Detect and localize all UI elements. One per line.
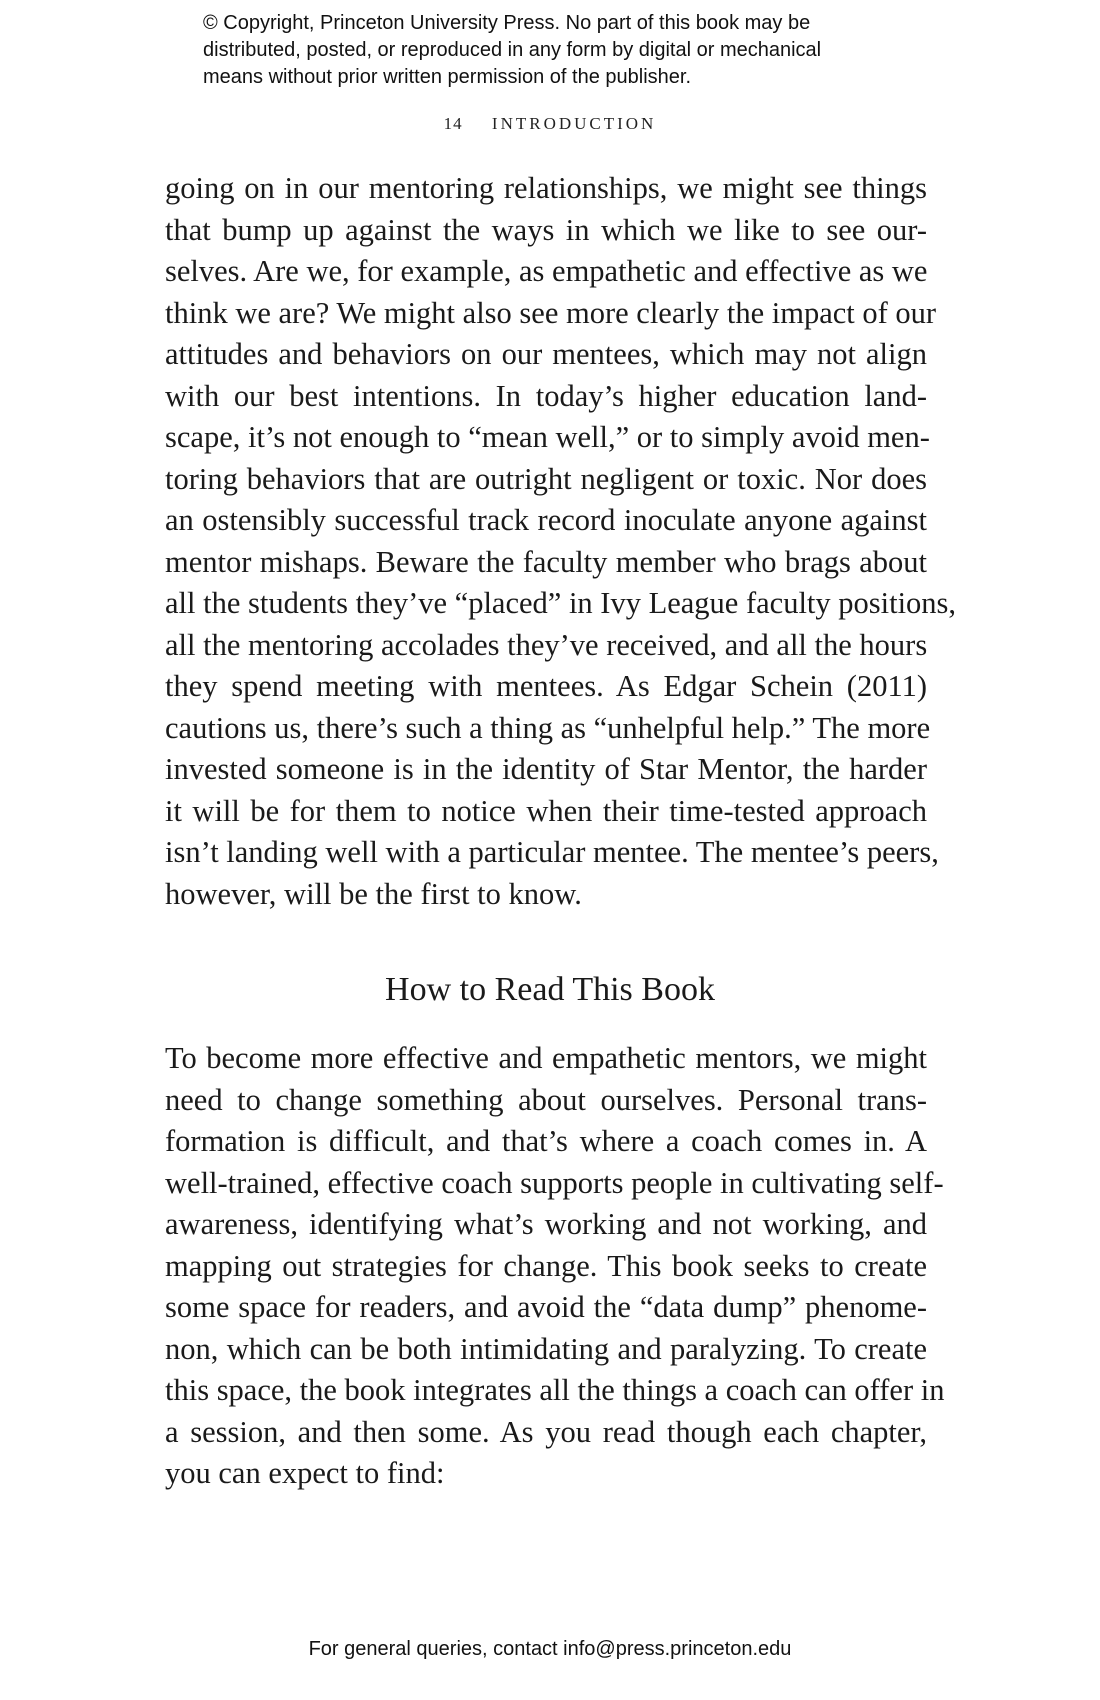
text-line: selves. Are we, for example, as empathetic and effective as we: [165, 254, 928, 288]
text-line: it will be for them to notice when their time-tested approach: [165, 793, 927, 828]
text-line: toring behaviors that are outright negligent or toxic. Nor does: [165, 461, 927, 496]
text-line: with our best intentions. In today’s higher education land-: [165, 378, 927, 413]
running-head-section: INTRODUCTION: [491, 114, 657, 133]
text-line: cautions us, there’s such a thing as “unhelpful help.” The more: [165, 710, 931, 745]
text-line: isn’t landing well with a particular mentee. The mentee’s peers,: [165, 835, 939, 869]
text-line: need to change something about ourselves. Personal trans-: [165, 1082, 927, 1117]
text-line: mapping out strategies for change. This book seeks to create: [165, 1248, 927, 1283]
body-paragraph: [165, 168, 957, 915]
text-line: you can expect to find:: [165, 1456, 445, 1490]
text-line: formation is difficult, and that’s where a coach comes in. A: [165, 1124, 927, 1158]
copyright-line: © Copyright, Princeton University Press. No part of this book may be: [203, 12, 811, 34]
copyright-line: distributed, posted, or reproduced in any form by digital or mechanical: [203, 39, 822, 61]
text-line: however, will be the first to know.: [165, 876, 582, 911]
text-line: attitudes and behaviors on our mentees, which may not align: [165, 337, 927, 371]
text-line: To become more effective and empathetic mentors, we might: [165, 1041, 927, 1075]
text-line: invested someone is in the identity of Star Mentor, the harder: [165, 752, 927, 786]
copyright-line: means without prior written permission of the publisher.: [203, 66, 692, 88]
text-line: all the students they’ve “placed” in Ivy League faculty positions,: [165, 586, 957, 620]
text-line: scape, it’s not enough to “mean well,” or to simply avoid men-: [165, 420, 930, 454]
page-number: 14: [443, 114, 463, 133]
body-paragraph: [165, 1038, 945, 1495]
text-line: awareness, identifying what’s working and not working, and: [165, 1207, 927, 1241]
text-line: that bump up against the ways in which we like to see our-: [165, 212, 927, 247]
text-line: this space, the book integrates all the things a coach can offer in: [165, 1373, 945, 1407]
text-line: some space for readers, and avoid the “data dump” phenome-: [165, 1290, 927, 1324]
text-line: non, which can be both intimidating and paralyzing. To create: [165, 1331, 927, 1366]
text-line: mentor mishaps. Beware the faculty member who brags about: [165, 544, 927, 579]
text-line: an ostensibly successful track record inoculate anyone against: [165, 503, 927, 537]
text-line: think we are? We might also see more clearly the impact of our: [165, 295, 937, 330]
footer-contact: For general queries, contact info@press.princeton.edu: [308, 1638, 792, 1660]
text-line: all the mentoring accolades they’ve received, and all the hours: [165, 627, 928, 662]
text-line: well-trained, effective coach supports people in cultivating self-: [165, 1165, 944, 1200]
text-line: a session, and then some. As you read though each chapter,: [165, 1414, 927, 1449]
section-heading: How to Read This Book: [385, 971, 715, 1008]
text-line: going on in our mentoring relationships, we might see things: [165, 171, 927, 205]
text-line: they spend meeting with mentees. As Edgar Schein (2011): [165, 669, 927, 703]
running-head: [0, 114, 1100, 134]
copyright-notice: [203, 10, 923, 91]
